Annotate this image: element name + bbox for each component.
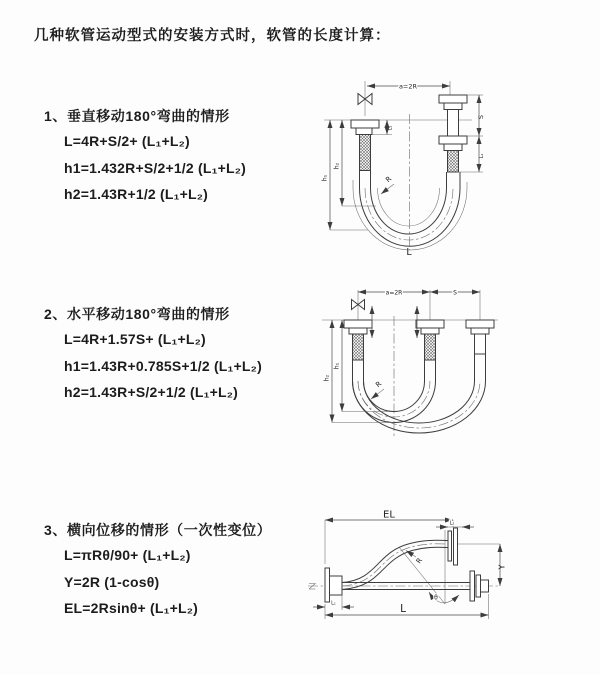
angle-callout [429, 592, 459, 603]
right-pipe-phantom [466, 320, 494, 354]
left-pipe [344, 320, 372, 360]
upper-flange-displaced [448, 528, 458, 565]
dim-l1-label: L₁ [331, 600, 336, 607]
l2-dimension [436, 521, 474, 528]
label-r: R [384, 174, 394, 185]
dim-s-label: S [453, 289, 457, 297]
diagram-lateral-displacement [300, 500, 600, 672]
left-dimensions [322, 120, 394, 230]
radius-callout [406, 551, 424, 566]
y-dimension [498, 544, 507, 586]
dim-el-label: EL [383, 509, 395, 521]
dim-a2r-label: a=2R [385, 289, 403, 297]
l-dimension [325, 594, 489, 619]
hose-u-curves [353, 354, 486, 433]
label-r: R [414, 556, 425, 566]
hose-u-curves [353, 170, 467, 250]
dim-a2r-label: a=2R [398, 82, 418, 91]
section2-heading: 2、水平移动180°弯曲的情形 [44, 306, 230, 322]
top-dimensions [358, 290, 480, 297]
section1-formula-h1: h1=1.432R+S/2+1/2 (L₁+L₂) [64, 160, 246, 176]
dim-h1-label: h₁ [321, 174, 329, 182]
section3-heading: 3、横向位移的情形（一次性变位） [44, 522, 272, 538]
dim-s-label: S [477, 114, 485, 120]
diagram-vertical-180-bend [310, 68, 600, 266]
reference-lines [322, 290, 498, 438]
dim-l1-left-label: L₁ [387, 125, 394, 131]
right-flange-original [470, 571, 489, 601]
pipe-end-dimension-arrows [372, 306, 417, 338]
section3-formula-L: L=πRθ/90+ (L₁+L₂) [64, 547, 191, 563]
dim-l1-right-label: L₁ [479, 153, 485, 159]
dim-l-label: L [400, 603, 406, 615]
section1-formula-L: L=4R+S/2+ (L₁+L₂) [64, 133, 190, 149]
middle-pipe [416, 320, 444, 360]
section3-formula-Y: Y=2R (1-cosθ) [64, 574, 160, 590]
label-r: R [374, 379, 384, 390]
l1-dimension [313, 595, 354, 610]
dim-h2-label: h₂ [333, 162, 341, 170]
top-dimension [367, 83, 450, 91]
dim-h1-label: h₁ [333, 362, 341, 370]
right-pipe [439, 95, 467, 172]
section2-formula-h2: h2=1.43R+S/2+1/2 (L₁+L₂) [64, 384, 239, 400]
label-theta: θ [434, 594, 438, 602]
dim-h2-label: h₂ [323, 374, 331, 382]
dim-y-label: Y [497, 564, 507, 570]
diagram-horizontal-180-bend [308, 278, 600, 450]
section3-formula-EL: EL=2Rsinθ+ (L₁+L₂) [64, 600, 199, 616]
radius-callout [371, 380, 384, 399]
section2-formula-h1: h1=1.43R+0.785S+1/2 (L₁+L₂) [64, 358, 262, 374]
page-title: 几种软管运动型式的安装方式时，软管的长度计算： [34, 28, 391, 44]
section1-formula-h2: h2=1.43R+1/2 (L₁+L₂) [64, 186, 209, 202]
radius-callout [381, 175, 394, 194]
label-l: L [406, 247, 412, 258]
dim-l2-label: L₂ [449, 520, 455, 527]
section1-heading: 1、垂直移动180°弯曲的情形 [44, 108, 230, 124]
left-flange [325, 568, 342, 602]
section2-formula-L: L=4R+1.57S+ (L₁+L₂) [64, 331, 206, 347]
el-dimension [325, 510, 453, 565]
left-pipe [351, 120, 379, 171]
